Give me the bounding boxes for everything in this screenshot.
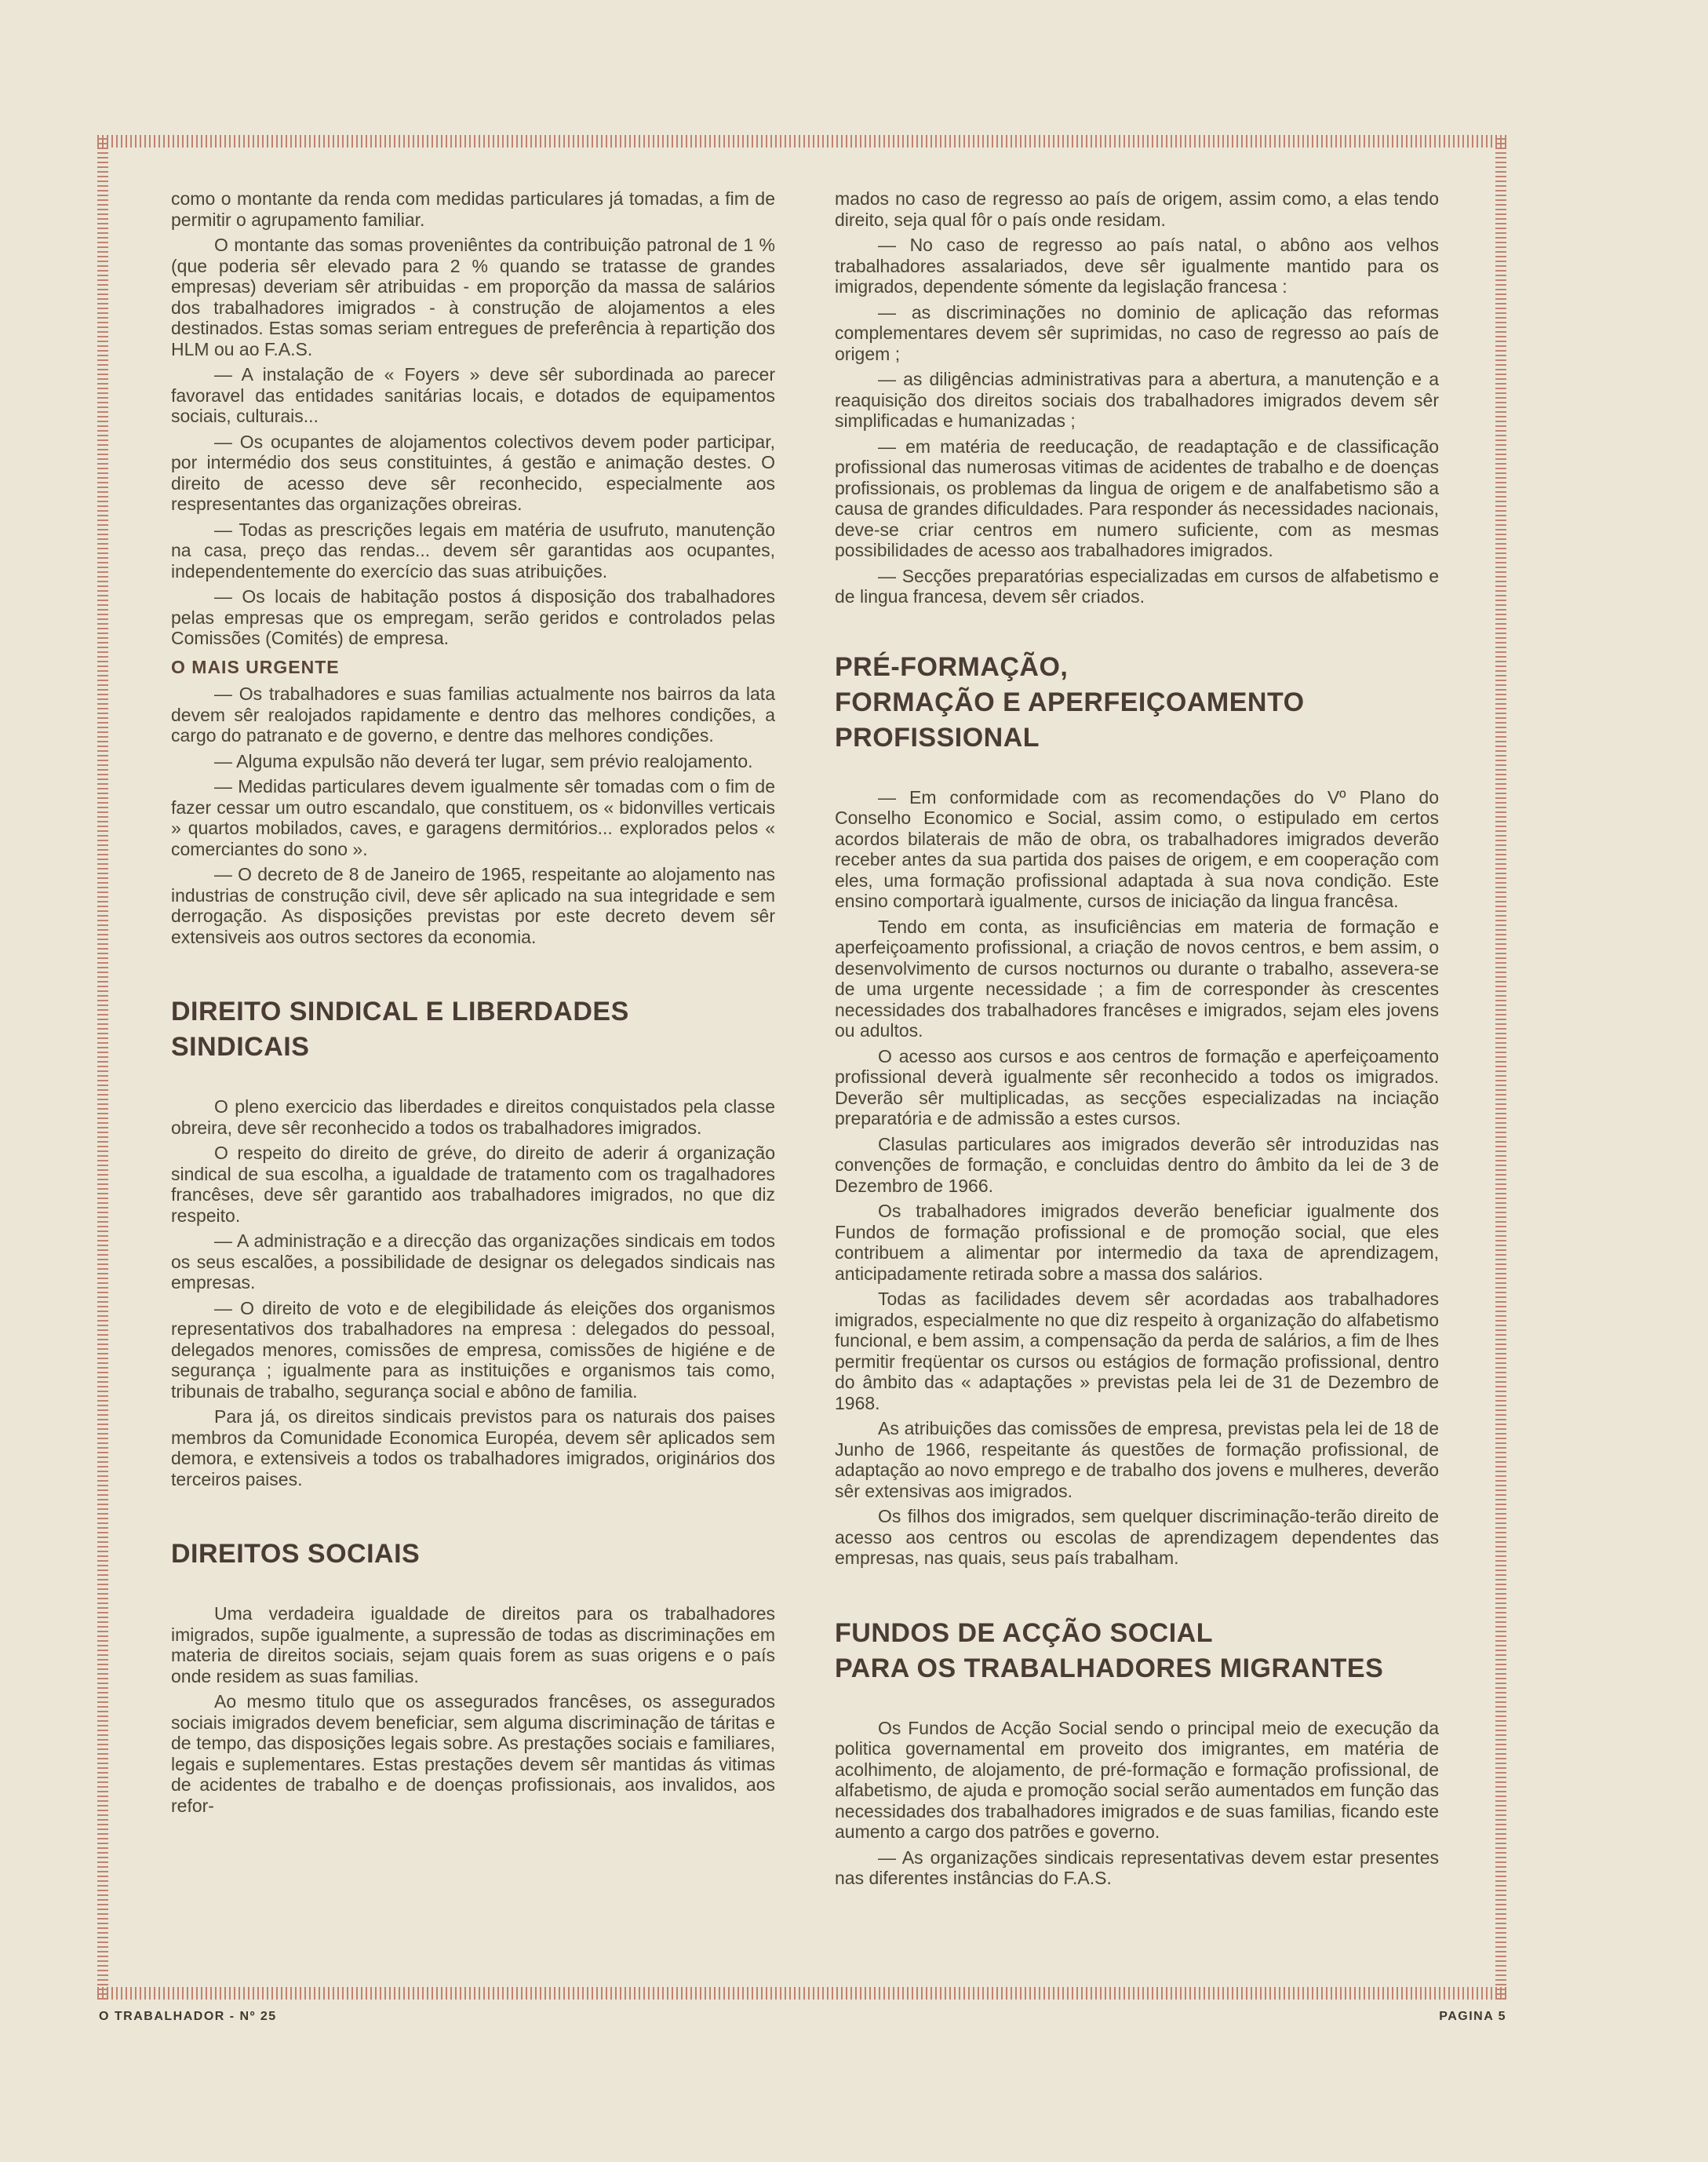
section-heading-pre-formacao [835, 650, 1439, 756]
paragraph: Os Fundos de Acção Social sendo o principal meio de execução da politica governamental em proveito dos imigrantes, em matéria de acolhimento, de alojamento, de pré-formação e formação profissional, de alfabetismo, de ajuda e promoção social serão aumentados em função das necessidades dos trabalhadores imigrados e de suas familias, ficando este aumento a cargo dos patrões e governo. [835, 1717, 1439, 1842]
heading-line: PRÉ-FORMAÇÃO, [835, 651, 1069, 682]
paragraph: — em matéria de reeducação, de readaptação e de classificação profissional das numerosas vitimas de acidentes de trabalho e de doenças profissionais, os problemas da lingua de origem e de analfabetismo são a causa de grandes dificuldades. Para responder ás necessidades nacionais, deve-se criar centros em numero suficiente, com as mesmas possibilidades de acesso aos trabalhadores imigrados. [835, 436, 1439, 560]
paragraph: Os trabalhadores imigrados deverão beneficiar igualmente dos Fundos de formação profissional e de promoção social, que eles contribuem a alimentar por intermedio da taxa de aprendizagem, anticipadamente retirada sobre a massa dos salários. [835, 1201, 1439, 1284]
paragraph: Ao mesmo titulo que os assegurados francêses, os assegurados sociais imigrados devem beneficiar, sem alguma discriminação de táritas e de tempo, das disposições legais sobre. As prestações sociais e familiares, legais e suplementares. Estas prestações devem sêr mantidas ás vitimas de acidentes de trabalho e de doenças profissionais, aos invalidos, aos refor- [171, 1691, 775, 1816]
border-right [1495, 135, 1506, 2000]
paragraph: — A instalação de « Foyers » deve sêr subordinada ao parecer favoravel das entidades sanitárias locais, e dotados de equipamentos sociais, culturais... [171, 364, 775, 426]
heading-line: PARA OS TRABALHADORES MIGRANTES [835, 1653, 1384, 1683]
paragraph: — as discriminações no dominio de aplicação das reformas complementares devem sêr suprimidas, no caso de regresso ao país de origem ; [835, 301, 1439, 364]
paragraph: — Os trabalhadores e suas familias actualmente nos bairros da lata devem sêr realojados rapidamente e dentro das melhores condições, a cargo do patranato e de governo, e dentre das melhores condições. [171, 684, 775, 746]
paragraph: — Todas as prescrições legais em matéria de usufruto, manutenção na casa, preço das rendas... devem sêr garantidas aos ocupantes, independentemente do exercício das suas atribuições. [171, 519, 775, 582]
section-heading-direito-sindical [171, 994, 775, 1065]
paragraph: — Os locais de habitação postos á disposição dos trabalhadores pelas empresas que os empregam, serão geridos e controlados pelas Comissões (Comités) de empresa. [171, 586, 775, 648]
paragraph: O montante das somas proveniêntes da contribuição patronal de 1 % (que poderia sêr elevado para 2 % quando se tratasse de grandes empresas) deveriam sêr atribuidas - em proporção da massa de salários dos trabalhadores imigrados - à construção de alojamentos a eles destinados. Estas somas seriam entregues de preferência à repartição dos HLM ou ao F.A.S. [171, 235, 775, 359]
paragraph: Tendo em conta, as insuficiências em materia de formação e aperfeiçoamento profissional, a criação de novos centros, e bem assim, o desenvolvimento de cursos nocturnos ou durante o trabalho, assevera-se de uma urgente necessidade ; a fim de corresponder às crescentes necessidades dos trabalhadores francêses e imigrados, sejam eles jovens ou adultos. [835, 916, 1439, 1041]
heading-line: DIREITOS SOCIAIS [171, 1539, 421, 1569]
paragraph: Clasulas particulares aos imigrados deverão sêr introduzidas nas convenções de formação, e concluidas dentro do âmbito da lei de 3 de Dezembro de 1966. [835, 1133, 1439, 1196]
paragraph: — O direito de voto e de elegibilidade ás eleições dos organismos representativos dos trabalhadores na empresa : delegados do pessoal, delegados menores, comissões de empresa, comissões de higiéne e de segurança ; igualmente para as instituições e organismos tais como, tribunais de trabalho, segurança social e abôno de familia. [171, 1297, 775, 1402]
paragraph: Os filhos dos imigrados, sem quelquer discriminação-terão direito de acesso aos centros ou escolas de aprendizagem dependentes das empresas, nas quais, seus país trabalham. [835, 1506, 1439, 1568]
paragraph: como o montante da renda com medidas particulares já tomadas, a fim de permitir o agrupamento familiar. [171, 188, 775, 230]
page-number: PAGINA 5 [1439, 2010, 1506, 2023]
paragraph: As atribuições das comissões de empresa, previstas pela lei de 18 de Junho de 1966, respeitante ás questões de formação profissional, de adaptação ao novo emprego e de trabalho dos jovens e mulheres, deverão sêr extensivas aos imigrados. [835, 1418, 1439, 1501]
paragraph: O acesso aos cursos e aos centros de formação e aperfeiçoamento profissional deverà igualmente sêr reconhecido a todos os imigrados. Deverão sêr multiplicadas, as secções especializadas na inciação preparatória e de admissão a estes cursos. [835, 1045, 1439, 1128]
paragraph: — No caso de regresso ao país natal, o abôno aos velhos trabalhadores assalariados, deve sêr igualmente mantido para os imigrados, dependente sómente da legislação francesa : [835, 235, 1439, 297]
paragraph: — O decreto de 8 de Janeiro de 1965, respeitante ao alojamento nas industrias de construção civil, deve sêr aplicado na sua integridade e sem derrogação. As disposições previstas por este decreto devem sêr extensiveis aos outros sectores da economia. [171, 864, 775, 947]
left-column [171, 188, 775, 1821]
paragraph: Para já, os direitos sindicais previstos para os naturais dos paises membros da Comunidade Economica Européa, devem sêr aplicados sem demora, e extensiveis a todos os trabalhadores imigrados, originários dos terceiros paises. [171, 1406, 775, 1489]
heading-line: SINDICAIS [171, 1032, 310, 1062]
paragraph: — Medidas particulares devem igualmente sêr tomadas com o fim de fazer cessar um outro escandalo, que constituem, os « bidonvilles verticais » quartos mobilados, caves, e garagens dermitórios... explorados pelos « comerciantes do sono ». [171, 776, 775, 859]
border-top [97, 135, 1506, 148]
paragraph: — Em conformidade com as recomendações do Vº Plano do Conselho Economico e Social, assim como, o estipulado em certos acordos bilaterais de mão de obra, os trabalhadores imigrados deverão receber antes da sua partida dos paises de origem, e em cooperação com eles, uma formação profissional adaptada à sua nova condição. Este ensino comportarà igualmente, cursos de iniciação da lingua francêsa. [835, 786, 1439, 911]
right-column [835, 188, 1439, 1894]
paragraph: O pleno exercicio das liberdades e direitos conquistados pela classe obreira, deve sêr reconhecido a todos os trabalhadores imigrados. [171, 1096, 775, 1138]
heading-line: FORMAÇÃO E APERFEIÇOAMENTO [835, 687, 1305, 717]
publication-footer: O TRABALHADOR - Nº 25 [99, 2010, 277, 2023]
subheading-mais-urgente: O MAIS URGENTE [171, 656, 340, 677]
paragraph: — Secções preparatórias especializadas em cursos de alfabetismo e de lingua francesa, devem sêr criados. [835, 565, 1439, 607]
paragraph: Uma verdadeira igualdade de direitos para os trabalhadores imigrados, supõe igualmente, a supressão de todas as discriminações em materia de direitos sociais, sejam quais forem as suas origens e o país onde residem as suas familias. [171, 1603, 775, 1686]
heading-line: DIREITO SINDICAL E LIBERDADES [171, 997, 629, 1026]
paragraph: — Os ocupantes de alojamentos colectivos devem poder participar, por intermédio dos seus constituintes, á gestão e animação destes. O direito de acesso deve sêr reconhecido, especialmente aos respresentantes das organizações obreiras. [171, 431, 775, 514]
paragraph: — As organizações sindicais representativas devem estar presentes nas diferentes instâncias do F.A.S. [835, 1847, 1439, 1888]
section-heading-fundos [835, 1616, 1439, 1686]
heading-line: FUNDOS DE ACÇÃO SOCIAL [835, 1617, 1213, 1648]
heading-line: PROFISSIONAL [835, 722, 1040, 753]
paragraph: — as diligências administrativas para a abertura, a manutenção e a reaquisição dos direitos sociais dos trabalhadores imigrados devem sêr simplificadas e humanizadas ; [835, 369, 1439, 431]
section-heading-direitos-sociais [171, 1537, 775, 1572]
paragraph: Todas as facilidades devem sêr acordadas aos trabalhadores imigrados, especialmente no que diz respeito à organização do alfabetismo funcional, e bem assim, a compensação da perda de salários, a fim de lhes permitir freqüentar os cursos ou estágios de formação profissional, dentro do âmbito das « adaptações » previstas pela lei de 31 de Dezembro de 1968. [835, 1289, 1439, 1413]
border-left [97, 135, 108, 2000]
paragraph: O respeito do direito de gréve, do direito de aderir á organização sindical de sua escolha, a igualdade de tratamento com os tragalhadores francêses, deve sêr garantido aos trabalhadores imigrados, no que diz respeito. [171, 1143, 775, 1226]
border-bottom [97, 1987, 1506, 2000]
paragraph: — Alguma expulsão não deverá ter lugar, sem prévio realojamento. [214, 750, 753, 771]
paragraph: mados no caso de regresso ao país de origem, assim como, a elas tendo direito, seja qual fôr o país onde residam. [835, 188, 1439, 230]
paragraph: — A administração e a direcção das organizações sindicais em todos os seus escalões, a possibilidade de designar os delegados sindicais nas empresas. [171, 1230, 775, 1292]
